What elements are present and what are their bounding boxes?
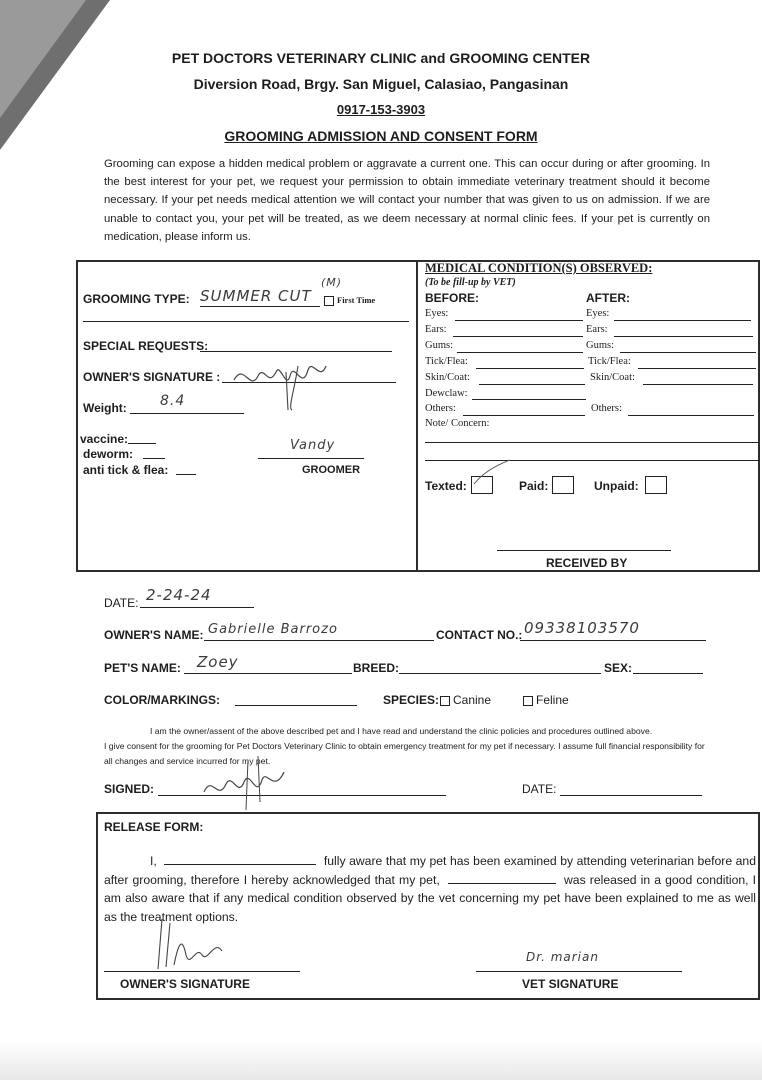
release-name-blank[interactable] <box>164 864 316 865</box>
date-line <box>140 607 254 608</box>
first-time-option[interactable] <box>324 295 375 306</box>
color-line[interactable] <box>235 705 357 706</box>
tick-before-label: Tick/Flea: <box>425 356 468 367</box>
species-label: SPECIES: <box>383 693 440 707</box>
pet-name-line <box>184 673 352 674</box>
release-owner-sign-label: OWNER'S SIGNATURE <box>120 977 250 991</box>
vaccine-label: vaccine: <box>80 432 129 446</box>
pet-name-label: PET'S NAME: <box>104 661 181 675</box>
clinic-phone: 0917-153-3903 <box>336 102 426 117</box>
others-after-line[interactable] <box>628 415 754 416</box>
grooming-type-value[interactable]: SUMMER CUT <box>200 287 312 305</box>
tick-before-line[interactable] <box>476 368 584 369</box>
color-label: COLOR/MARKINGS: <box>104 693 220 707</box>
first-time-checkbox[interactable] <box>324 296 334 306</box>
consent-date-label: DATE: <box>522 782 557 796</box>
others-before-line[interactable] <box>463 415 585 416</box>
eyes-after-line[interactable] <box>614 320 751 321</box>
clinic-address: Diversion Road, Brgy. San Miguel, Calasiao, Pangasinan <box>193 76 569 92</box>
skin-after-line[interactable] <box>643 384 753 385</box>
special-requests-label: SPECIAL REQUESTS: <box>83 339 209 353</box>
note-concern-label: Note/ Concern: <box>425 418 490 429</box>
weight-line <box>130 413 244 414</box>
others-after-label: Others: <box>591 403 622 414</box>
grooming-type-label: GROOMING TYPE: <box>83 292 190 306</box>
first-time-label: First Time <box>337 295 376 305</box>
groomer-name: Vandy <box>290 438 336 453</box>
release-title: RELEASE FORM: <box>104 820 204 834</box>
release-pet-blank[interactable] <box>448 883 556 884</box>
texted-label: Texted: <box>425 479 467 493</box>
gums-before-line[interactable] <box>457 352 583 353</box>
form-title: GROOMING ADMISSION AND CONSENT FORM <box>224 128 538 144</box>
date-label: DATE: <box>104 596 139 610</box>
texted-check-mark <box>472 458 512 488</box>
unpaid-checkbox[interactable] <box>645 476 667 494</box>
gums-after-label: Gums: <box>586 340 615 351</box>
breed-label: BREED: <box>353 661 400 675</box>
received-by-label: RECEIVED BY <box>546 556 628 570</box>
box-divider <box>416 260 418 570</box>
received-by-line[interactable] <box>497 550 671 551</box>
weight-value[interactable]: 8.4 <box>160 393 186 409</box>
ears-before-label: Ears: <box>425 324 447 335</box>
skin-after-label: Skin/Coat: <box>590 372 635 383</box>
canine-label: Canine <box>453 693 492 707</box>
consent-line-2: I give consent for the grooming for Pet Doctors Veterinary Clinic to obtain emergency treatment for my pet if necessary. I assume full financial responsibility for all changes and service incurred for my pet. <box>104 741 705 766</box>
eyes-before-line[interactable] <box>455 320 583 321</box>
consent-line-1: I am the owner/assent of the above described pet and I have read and understand the clinic policies and procedures outlined above. <box>150 726 653 736</box>
owner-signature-label: OWNER'S SIGNATURE : <box>83 370 221 384</box>
breed-line[interactable] <box>399 673 601 674</box>
feline-checkbox[interactable] <box>523 696 533 706</box>
others-before-label: Others: <box>425 403 456 414</box>
sex-label: SEX: <box>604 661 633 675</box>
dewclaw-label: Dewclaw: <box>425 388 468 399</box>
scan-bottom-edge <box>0 1040 762 1080</box>
release-owner-signature-scribble <box>152 915 232 975</box>
paid-label: Paid: <box>519 479 549 493</box>
medical-title: MEDICAL CONDITION(S) OBSERVED: <box>425 261 653 275</box>
eyes-after-label: Eyes: <box>586 308 610 319</box>
release-vet-sign-label: VET SIGNATURE <box>522 977 619 991</box>
intro-paragraph: Grooming can expose a hidden medical problem or aggravate a current one. This can occur during or after grooming. In the best interest for your pet, we request your permission to obtain immediate veterinary treatment should it become necessary. If your pet needs medical attention we will contact your number that was given to us on admission. If we are unable to contact you, your pet will be treated, as we deem necessary at normal clinic fees. If your pet is currently on medication, please inform us. <box>104 158 710 243</box>
contact-label: CONTACT NO.: <box>436 628 523 642</box>
sex-line[interactable] <box>633 673 703 674</box>
vet-name: Dr. marian <box>526 950 599 964</box>
owner-name-line <box>204 640 434 641</box>
anti-tick-line[interactable] <box>176 474 196 475</box>
contact-line <box>520 640 706 641</box>
tick-after-label: Tick/Flea: <box>588 356 631 367</box>
skin-before-line[interactable] <box>479 384 585 385</box>
grooming-type-line-2 <box>83 321 409 322</box>
consent-date-line[interactable] <box>560 795 702 796</box>
note-line-1[interactable] <box>425 442 759 443</box>
medical-subtitle: (To be fill-up by VET) <box>425 277 516 288</box>
species-feline-option[interactable] <box>523 693 569 707</box>
paid-checkbox[interactable] <box>552 476 574 494</box>
skin-before-label: Skin/Coat: <box>425 372 470 383</box>
after-label: AFTER: <box>586 291 630 305</box>
signed-label: SIGNED: <box>104 782 155 796</box>
release-vet-sign-line[interactable] <box>476 971 682 972</box>
canine-checkbox[interactable] <box>440 696 450 706</box>
release-text-1: fully aware that my pet has been examined by attending veterinarian before and after grooming, therefore I hereby acknowledged that my pet, <box>104 854 756 887</box>
date-value[interactable]: 2-24-24 <box>146 586 212 604</box>
dewclaw-line[interactable] <box>472 399 586 400</box>
gums-after-line[interactable] <box>620 352 756 353</box>
eyes-before-label: Eyes: <box>425 308 449 319</box>
species-canine-option[interactable] <box>440 693 491 707</box>
ears-after-line[interactable] <box>614 336 753 337</box>
pet-name-value[interactable]: Zoey <box>197 653 239 671</box>
ears-before-line[interactable] <box>453 336 583 337</box>
contact-value[interactable]: 09338103570 <box>524 619 640 637</box>
feline-label: Feline <box>536 693 569 707</box>
consent-text <box>104 724 712 769</box>
gums-before-label: Gums: <box>425 340 454 351</box>
owner-name-label: OWNER'S NAME: <box>104 628 204 642</box>
anti-tick-label: anti tick & flea: <box>83 463 169 477</box>
clinic-name: PET DOCTORS VETERINARY CLINIC and GROOMING CENTER <box>171 50 591 66</box>
ears-after-label: Ears: <box>586 324 608 335</box>
consent-signature-scribble <box>200 752 290 812</box>
owner-signature-scribble <box>228 352 348 412</box>
admission-box <box>76 260 760 572</box>
groomer-line <box>258 458 364 459</box>
vaccine-line[interactable] <box>128 443 156 444</box>
deworm-label: deworm: <box>83 447 134 461</box>
owner-name-value[interactable]: Gabrielle Barrozo <box>208 622 338 637</box>
unpaid-label: Unpaid: <box>594 479 639 493</box>
grooming-type-line <box>200 306 320 307</box>
before-label: BEFORE: <box>425 291 479 305</box>
weight-label: Weight: <box>83 401 127 415</box>
release-i: I, <box>150 854 157 868</box>
deworm-line[interactable] <box>143 458 165 459</box>
release-text-2: was released in a good condition, I am also aware that if any medical condition observed by the vet concerning my pet have been explained to me as well as the treatment options. <box>104 872 757 924</box>
groomer-label: GROOMER <box>302 464 361 476</box>
grooming-type-note: (M) <box>321 276 343 289</box>
tick-after-line[interactable] <box>638 368 756 369</box>
